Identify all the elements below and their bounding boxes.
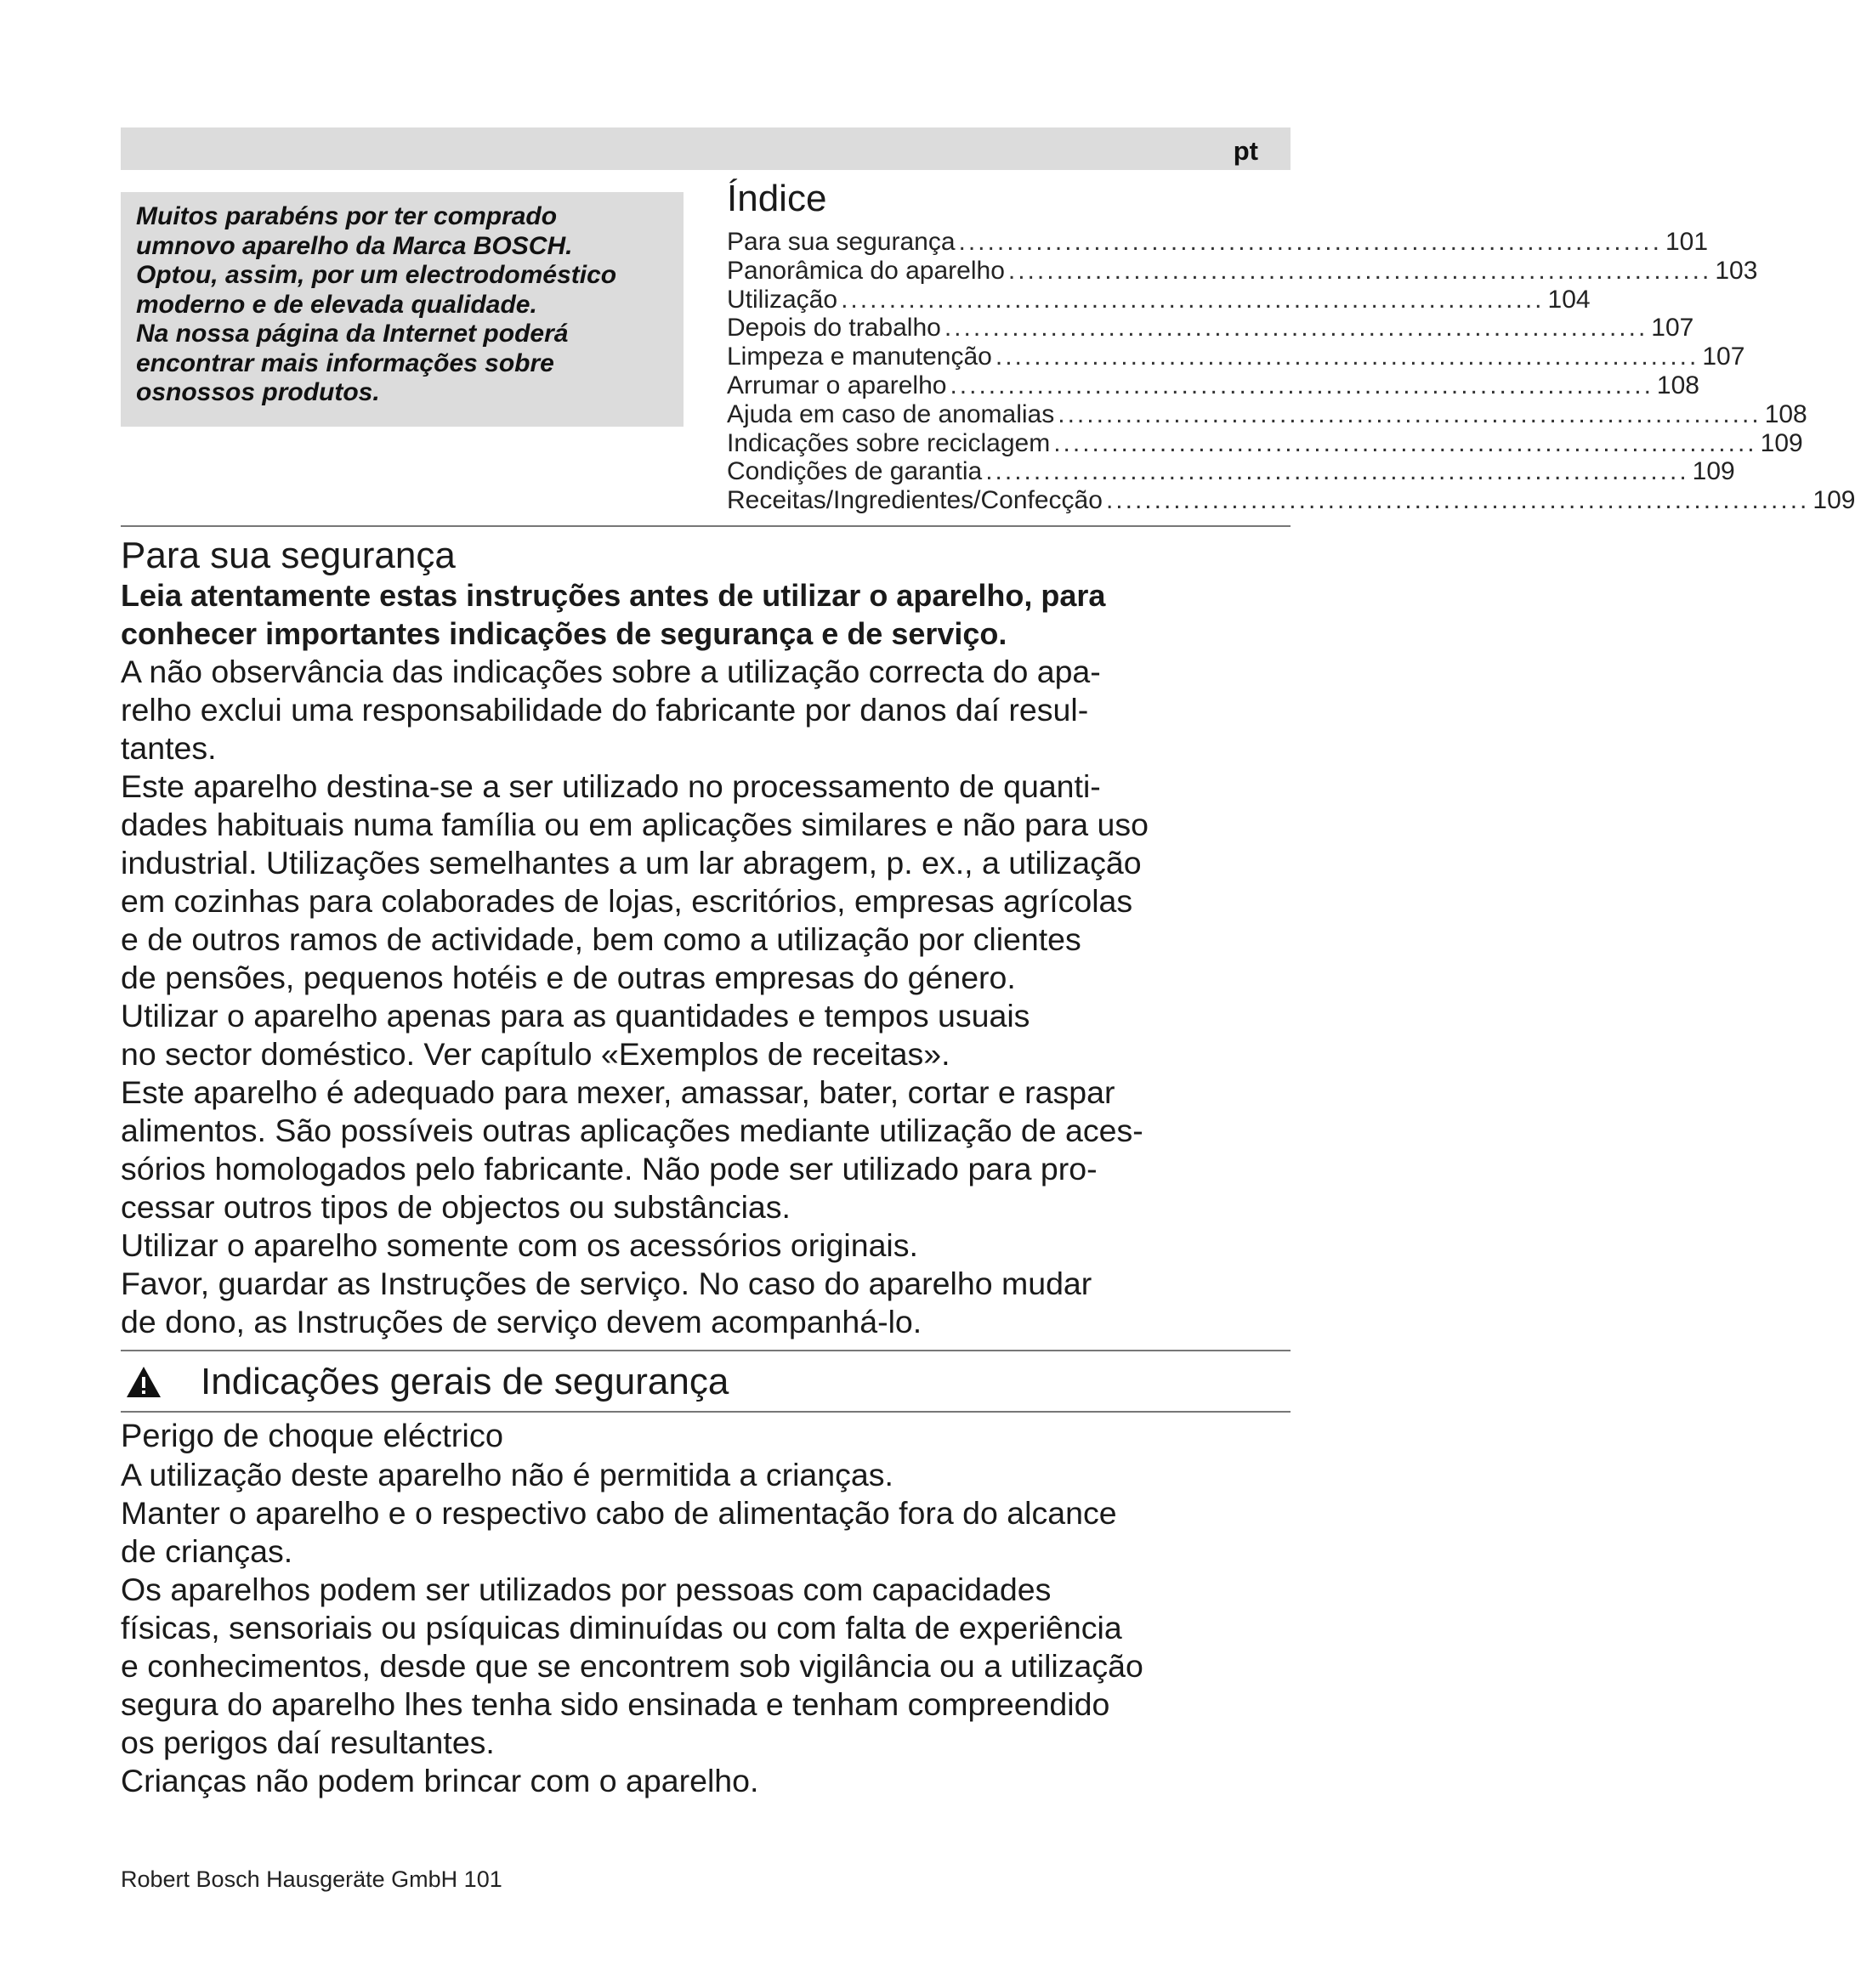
general-safety-body (121, 1456, 1294, 1800)
page-footer: Robert Bosch Hausgeräte GmbH 101 (121, 1866, 502, 1892)
toc-item-label: Condições de garantia (727, 457, 983, 486)
intro-box (121, 192, 684, 427)
general-body-line: e conhecimentos, desde que se encontrem sob vigilância ou a utilização (121, 1648, 1143, 1684)
general-body-line: de crianças. (121, 1533, 293, 1569)
toc-item-page: 107 (1651, 314, 1694, 343)
general-safety-subtitle: Perigo de choque eléctrico (121, 1419, 503, 1454)
toc-leader: ......................................................................... (1105, 486, 1810, 515)
general-body-line: Manter o aparelho e o respectivo cabo de alimentação fora do alcance (121, 1495, 1117, 1531)
toc-item-page: 101 (1665, 228, 1709, 256)
safety-body-line: alimentos. São possíveis outras aplicações mediante utilização de aces- (121, 1113, 1143, 1148)
safety-body-line: em cozinhas para colaborades de lojas, escritórios, empresas agrícolas (121, 883, 1133, 919)
safety-body-line: de pensões, pequenos hotéis e de outras empresas do género. (121, 960, 1016, 995)
general-body-line: os perigos daí resultantes. (121, 1725, 495, 1760)
safety-body-line: Este aparelho destina-se a ser utilizado no processamento de quanti- (121, 768, 1101, 804)
safety-title: Para sua segurança (121, 535, 456, 576)
toc-item-label: Receitas/Ingredientes/Confecção (727, 486, 1103, 515)
safety-body-line: Utilizar o aparelho apenas para as quantidades e tempos usuais (121, 998, 1030, 1034)
safety-lead-line: conhecer importantes indicações de segurança e de serviço. (121, 616, 1007, 651)
toc-item[interactable] (727, 285, 1591, 314)
toc-leader: ......................................................................... (841, 285, 1545, 314)
toc-item-page: 109 (1692, 457, 1735, 486)
general-body-line: Crianças não podem brincar com o aparelho. (121, 1763, 759, 1798)
section-divider (121, 1350, 1291, 1351)
safety-body-line: dades habituais numa família ou em aplicações similares e não para uso (121, 807, 1149, 842)
general-safety-section (121, 1418, 1294, 1800)
toc-item[interactable] (727, 228, 1709, 257)
intro-line: moderno e de elevada qualidade. (136, 290, 537, 319)
toc-item[interactable] (727, 457, 1735, 486)
toc-item-page: 109 (1760, 428, 1803, 457)
toc-item-label: Ajuda em caso de anomalias (727, 399, 1055, 428)
toc-item[interactable] (727, 314, 1694, 343)
toc-item-page: 103 (1715, 256, 1758, 285)
intro-line: encontrar mais informações sobre (136, 348, 554, 377)
toc-item-label: Panorâmica do aparelho (727, 256, 1005, 285)
toc-item[interactable] (727, 256, 1758, 286)
safety-section (121, 535, 1294, 1341)
safety-body-line: Este aparelho é adequado para mexer, amassar, bater, cortar e raspar (121, 1074, 1115, 1110)
toc-leader: ......................................................................... (985, 457, 1689, 486)
safety-body-line: relho exclui uma responsabilidade do fabricante por danos daí resul- (121, 692, 1089, 728)
language-label: pt (1233, 136, 1258, 166)
safety-body-line: Utilizar o aparelho somente com os acessórios originais. (121, 1227, 918, 1263)
safety-body-line: industrial. Utilizações semelhantes a um lar abragem, p. ex., a utilização (121, 845, 1142, 881)
toc-item[interactable] (727, 428, 1803, 458)
safety-body-line: no sector doméstico. Ver capítulo «Exemplos de receitas». (121, 1036, 950, 1072)
toc-item-page: 108 (1764, 399, 1807, 428)
safety-body-line: de dono, as Instruções de serviço devem acompanhá-lo. (121, 1304, 922, 1339)
toc-item-label: Arrumar o aparelho (727, 371, 947, 399)
toc-leader: ......................................................................... (944, 314, 1648, 343)
general-body-line: Os aparelhos podem ser utilizados por pessoas com capacidades (121, 1572, 1052, 1607)
toc-item[interactable] (727, 486, 1855, 515)
toc-item[interactable] (727, 343, 1745, 371)
toc-leader: ......................................................................... (1058, 399, 1761, 428)
toc-leader: ......................................................................... (950, 371, 1654, 399)
toc-item[interactable] (727, 371, 1699, 400)
intro-line: osnossos produtos. (136, 378, 380, 406)
warning-triangle-icon (125, 1365, 162, 1399)
intro-line: umnovo aparelho da Marca BOSCH. (136, 231, 573, 260)
general-safety-title: Indicações gerais de segurança (201, 1361, 729, 1402)
safety-body-line: tantes. (121, 730, 217, 766)
intro-line: Na nossa página da Internet poderá (136, 320, 569, 348)
toc-leader: ......................................................................... (1053, 428, 1757, 457)
toc-item-label: Para sua segurança (727, 228, 956, 256)
general-body-line: físicas, sensoriais ou psíquicas diminuídas ou com falta de experiência (121, 1610, 1122, 1645)
toc-title: Índice (727, 178, 827, 219)
toc-item-label: Indicações sobre reciclagem (727, 428, 1051, 457)
general-body-line: segura do aparelho lhes tenha sido ensinada e tenham compreendido (121, 1686, 1110, 1722)
general-safety-header (121, 1355, 1291, 1409)
toc-item-label: Depois do trabalho (727, 314, 941, 343)
safety-body-line: cessar outros tipos de objectos ou substâncias. (121, 1189, 791, 1225)
safety-body (121, 653, 1294, 1341)
toc-item-label: Utilização (727, 285, 838, 314)
toc-item-page: 108 (1656, 371, 1699, 399)
toc-item[interactable] (727, 399, 1807, 429)
table-of-contents (727, 175, 1855, 515)
safety-lead-line: Leia atentamente estas instruções antes de utilizar o aparelho, para (121, 578, 1106, 613)
toc-item-page: 107 (1702, 343, 1745, 371)
intro-line: Optou, assim, por um electrodoméstico (136, 261, 617, 289)
toc-item-page: 109 (1812, 486, 1855, 515)
safety-body-line: Favor, guardar as Instruções de serviço. No caso do aparelho mudar (121, 1266, 1092, 1301)
general-body-line: A utilização deste aparelho não é permitida a crianças. (121, 1457, 893, 1492)
safety-body-line: e de outros ramos de actividade, bem como a utilização por clientes (121, 921, 1081, 957)
safety-body-line: sórios homologados pelo fabricante. Não pode ser utilizado para pro- (121, 1151, 1098, 1187)
toc-item-page: 104 (1547, 285, 1591, 314)
toc-leader: ......................................................................... (1007, 256, 1712, 285)
language-bar (121, 127, 1291, 170)
toc-item-label: Limpeza e manutenção (727, 343, 992, 371)
section-divider (121, 1411, 1291, 1413)
toc-leader: ......................................................................... (958, 228, 1662, 256)
section-divider (121, 525, 1291, 527)
toc-leader: ......................................................................... (995, 343, 1699, 371)
intro-line: Muitos parabéns por ter comprado (136, 202, 558, 230)
safety-body-line: A não observância das indicações sobre a utilização correcta do apa- (121, 654, 1101, 689)
